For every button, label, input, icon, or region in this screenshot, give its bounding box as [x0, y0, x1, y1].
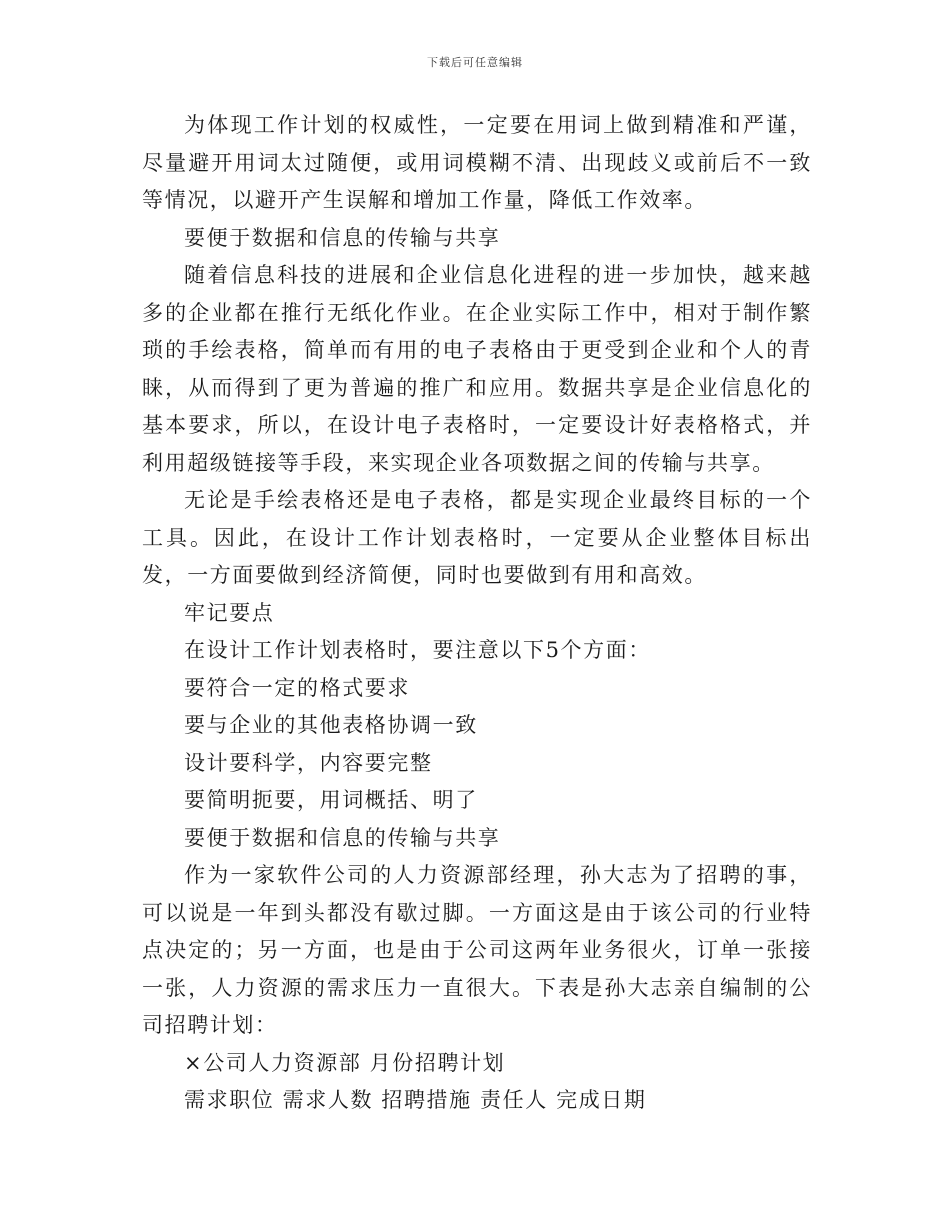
heading-key-points: 牢记要点 — [184, 600, 275, 625]
page-header: 下载后可任意编辑 — [427, 56, 523, 69]
document-body — [142, 107, 812, 1120]
paragraph-wording-precision: 为体现工作计划的权威性，一定要在用词上做到精准和严谨，尽量避开用词太过随便，或用词模糊不清、出现歧义或前后不一致等情况，以避开产生误解和增加工作量，降低工作效率。 — [142, 113, 812, 212]
paragraph-five-aspects-intro: 在设计工作计划表格时，要注意以下5个方面： — [184, 638, 651, 662]
list-item-coordination: 要与企业的其他表格协调一致 — [184, 713, 478, 737]
paragraph-enterprise-goal: 无论是手绘表格还是电子表格，都是实现企业最终目标的一个工具。因此，在设计工作计划表格时，一定要从企业整体目标出发，一方面要做到经济简便，同时也要做到有用和高效。 — [142, 488, 812, 587]
list-item-scientific-design: 设计要科学，内容要完整 — [184, 750, 433, 775]
list-item-format-requirements: 要符合一定的格式要求 — [184, 675, 410, 700]
heading-data-sharing: 要便于数据和信息的传输与共享 — [184, 225, 501, 250]
paragraph-hr-case: 作为一家软件公司的人力资源部经理，孙大志为了招聘的事，可以说是一年到头都没有歇过脚。一方面这是由于该公司的行业特点决定的；另一方面，也是由于公司这两年业务很火，订单一张接一张，人力资源的需求压力一直很大。下表是孙大志亲自编制的公司招聘计划： — [142, 863, 812, 1037]
table-title: ×公司人力资源部 月份招聘计划 — [184, 1050, 506, 1075]
list-item-concise: 要简明扼要，用词概括、明了 — [184, 788, 478, 812]
paragraph-paperless-office: 随着信息科技的进展和企业信息化进程的进一步加快，越来越多的企业都在推行无纸化作业。在企业实际工作中，相对于制作繁琐的手绘表格，简单而有用的电子表格由于更受到企业和个人的青睐，从而得到了更为普遍的推广和应用。数据共享是企业信息化的基本要求，所以，在设计电子表格时，一定要设计好表格格式，并利用超级链接等手段，来实现企业各项数据之间的传输与共享。 — [142, 263, 812, 475]
list-item-data-sharing: 要便于数据和信息的传输与共享 — [184, 825, 501, 850]
table-header-row: 需求职位 需求人数 招聘措施 责任人 完成日期 — [184, 1088, 647, 1112]
